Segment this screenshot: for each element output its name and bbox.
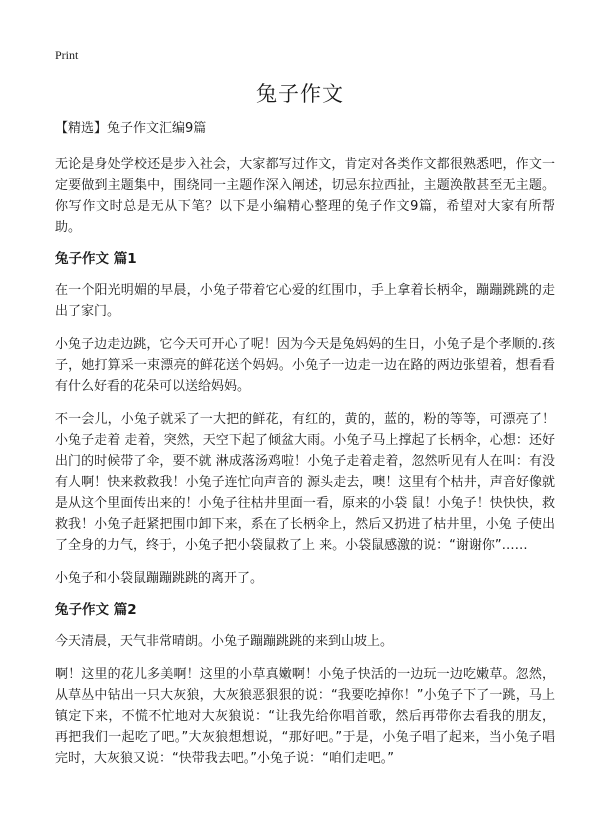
print-link[interactable]: Print <box>55 48 79 62</box>
document-subtitle: 【精选】兔子作文汇编9篇 <box>55 121 207 136</box>
section-heading: 兔子作文 篇2 <box>55 602 137 618</box>
body-paragraph: 小兔子边走边跳，它今天可开心了呢！因为今天是兔妈妈的生日，小兔子是个孝顺的.孩子，她打算采一束漂亮的鲜花送个妈妈。小兔子一边走一边在路的两边张望着，想看看有什么好看的花朵可以送给妈妈。 <box>55 337 555 394</box>
body-paragraph: 在一个阳光明媚的早晨，小兔子带着它心爱的红围巾，手上拿着长柄伞，蹦蹦跳跳的走出了家门。 <box>55 283 555 319</box>
body-paragraph: 不一会儿，小兔子就采了一大把的鲜花，有红的，黄的，蓝的，粉的等等，可漂亮了！小兔子走着 走着，突然，天空下起了倾盆大雨。小兔子马上撑起了长柄伞，心想：还好出门的时候带了伞，要不就 淋成落汤鸡啦！小兔子走着走着，忽然听见有人在叫：有没有人啊！快来救救我！小兔子连忙向声音的 源头走去，噢！这里有个枯井，声音好像就是从这个里面传出来的！小兔子往枯井里面一看，原来的小袋 鼠！小兔子！快快快，救救我！小兔子赶紧把围巾卸下来，系在了长柄伞上，然后又扔进了枯井里，小兔 子使出了全身的力气，终于，小兔子把小袋鼠救了上 来。小袋鼠感激的说：“谢谢你”…… <box>55 412 555 553</box>
body-paragraph: 今天清晨，天气非常晴朗。小兔子蹦蹦跳跳的来到山坡上。 <box>55 634 394 649</box>
page-title: 兔子作文 <box>256 82 344 106</box>
section-2 <box>55 601 555 769</box>
body-paragraph: 小兔子和小袋鼠蹦蹦跳跳的离开了。 <box>55 571 264 586</box>
intro-paragraph: 无论是身处学校还是步入社会，大家都写过作文，肯定对各类作文都很熟悉吧，作文一定要做到主题集中，围绕同一主题作深入阐述，切忌东拉西扯，主题涣散甚至无主题。你写作文时总是无从下笔？以下是小编精心整理的兔子作文9篇，希望对大家有所帮助。 <box>55 157 555 235</box>
section-heading: 兔子作文 篇1 <box>55 251 137 267</box>
section-1 <box>55 250 555 589</box>
document-body <box>55 120 555 781</box>
body-paragraph: 啊！这里的花儿多美啊！这里的小草真嫩啊！小兔子快活的一边玩一边吃嫩草。忽然，从草丛中钻出一只大灰狼，大灰狼恶狠狠的说：“我要吃掉你！”小兔子下了一跳，马上镇定下来，不慌不忙地对大灰狼说：“让我先给你唱首歌，然后再带你去看我的朋友，再把我们一起吃了吧。”大灰狼想想说，“那好吧。”于是，小兔子唱了起来，当小兔子唱完时，大灰狼又说：“快带我去吧。”小兔子说：“咱们走吧。” <box>55 667 555 766</box>
